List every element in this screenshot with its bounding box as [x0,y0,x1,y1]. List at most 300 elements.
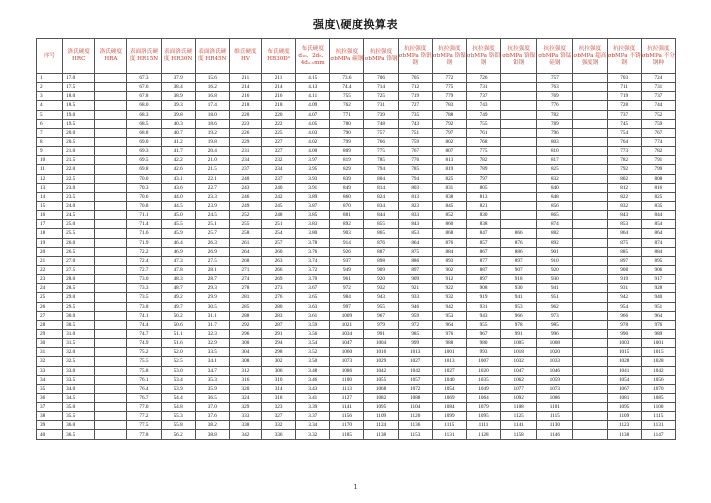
table-cell [95,119,127,128]
table-cell: 1003 [607,339,641,348]
table-cell: 886 [398,256,432,265]
table-cell: 993 [466,348,500,357]
column-header: 序号 [37,39,63,74]
table-cell [573,165,607,174]
table-cell: 972 [398,320,432,329]
table-cell: 74.1 [127,311,161,320]
table-cell: 1008 [537,339,573,348]
table-cell: 3.65 [296,293,330,302]
table-cell: 749 [466,110,500,119]
table-cell: 771 [330,110,364,119]
table-cell: 854 [641,220,675,229]
table-row [37,320,676,329]
table-cell: 748 [364,119,398,128]
table-header [37,39,676,74]
table-cell: 1001 [641,339,675,348]
table-cell: 28.5 [63,284,95,293]
table-cell: 774 [641,137,675,146]
table-cell: 991 [364,329,398,338]
table-row [37,174,676,183]
table-cell: 43.1 [161,174,195,183]
table-cell: 55.3 [161,412,195,421]
table-cell: 26.9 [195,247,229,256]
column-header: 抗拉强度 σbMPa 铬钼钢 [466,39,500,74]
table-cell: 813 [466,192,500,201]
table-cell [95,110,127,119]
table-cell: 799 [641,165,675,174]
table-cell: 932 [432,293,466,302]
table-cell: 77.8 [127,430,161,439]
table-cell: 21 [37,256,63,265]
table-cell [95,101,127,110]
table-cell [501,110,537,119]
table-cell: 943 [364,293,398,302]
table-cell: 819 [432,165,466,174]
table-cell: 4.09 [296,101,330,110]
table-cell [573,183,607,192]
table-cell [95,265,127,274]
table-cell: 1088 [398,393,432,402]
table-cell: 35 [37,384,63,393]
table-cell: 21.0 [195,156,229,165]
table-cell: 909 [398,275,432,284]
table-cell: 782 [537,110,573,119]
table-cell: 32.5 [63,357,95,366]
table-cell [573,302,607,311]
table-cell: 706 [364,74,398,83]
table-cell [95,284,127,293]
table-cell [573,412,607,421]
table-cell [573,110,607,119]
table-cell [573,101,607,110]
table-cell: 865 [537,211,573,220]
table-cell: 881 [330,211,364,220]
table-cell: 838 [432,192,466,201]
table-cell: 69.8 [127,165,161,174]
table-cell: 31.0 [63,329,95,338]
table-row [37,238,676,247]
table-cell: 1059 [537,375,573,384]
table-cell: 71.4 [127,220,161,229]
table-cell: 726 [466,74,500,83]
table-cell [95,421,127,430]
table-cell: 25.5 [63,229,95,238]
table-cell: 932 [364,284,398,293]
table-cell: 739 [364,110,398,119]
table-cell: 782 [641,147,675,156]
table-cell: 930 [537,275,573,284]
table-cell: 336 [262,430,296,439]
table-cell: 769 [537,92,573,101]
table-cell: 35.0 [63,403,95,412]
table-cell: 966 [501,311,537,320]
table-cell: 1035 [466,375,500,384]
table-cell: 792 [432,119,466,128]
table-cell: 825 [432,174,466,183]
table-cell: 251 [262,220,296,229]
table-cell: 829 [330,165,364,174]
table-cell: 21.5 [63,156,95,165]
table-row [37,339,676,348]
table-cell: 898 [364,256,398,265]
table-cell [95,275,127,284]
table-cell: 49.2 [161,293,195,302]
table-row [37,137,676,146]
table-cell: 3.52 [296,348,330,357]
table-cell: 32.0 [63,348,95,357]
table-cell: 1020 [537,348,573,357]
table-cell: 942 [607,293,641,302]
table-cell: 257 [262,238,296,247]
table-cell [573,339,607,348]
table-cell: 886 [501,247,537,256]
table-cell: 885 [607,247,641,256]
table-cell: 21.5 [195,165,229,174]
table-cell: 807 [432,147,466,156]
table-cell: 866 [501,229,537,238]
table-cell: 755 [330,92,364,101]
table-cell: 1042 [641,366,675,375]
table-cell [95,311,127,320]
table-cell [95,183,127,192]
table-cell: 719 [607,92,641,101]
table-cell: 751 [398,128,432,137]
table-cell: 22.1 [195,174,229,183]
table-cell: 227 [262,147,296,156]
table-cell: 218 [262,101,296,110]
table-cell: 876 [364,238,398,247]
table-cell: 903 [330,229,364,238]
table-cell: 897 [466,275,500,284]
table-cell [95,412,127,421]
header-row [37,39,676,74]
table-cell: 953 [501,302,537,311]
table-cell: 3.48 [296,366,330,375]
table-cell: 930 [501,284,537,293]
table-cell: 73.5 [127,293,161,302]
table-cell: 1042 [398,366,432,375]
table-cell: 775 [466,147,500,156]
table-cell: 737 [607,110,641,119]
table-cell: 757 [537,74,573,83]
column-header: 洛氏硬度 HRA [95,39,127,74]
table-cell: 789 [537,119,573,128]
table-row [37,357,676,366]
table-cell: 33.5 [195,348,229,357]
table-cell: 35.9 [195,384,229,393]
table-cell: 942 [432,302,466,311]
table-cell: 875 [398,247,432,256]
table-cell: 1123 [607,421,641,430]
table-cell: 962 [537,302,573,311]
table-cell: 3.37 [296,412,330,421]
table-cell [501,174,537,183]
table-cell: 1054 [432,384,466,393]
table-cell [95,74,127,83]
table-row [37,311,676,320]
table-cell: 22.0 [63,165,95,174]
table-cell: 884 [432,247,466,256]
table-cell: 812 [607,183,641,192]
table-cell: 1073 [330,357,364,366]
table-cell: 1115 [432,421,466,430]
table-cell: 258 [229,229,261,238]
table-cell: 1120 [398,412,432,421]
table-cell: 38.8 [195,430,229,439]
table-cell: 725 [364,92,398,101]
table-cell: 42.2 [161,156,195,165]
table-cell: 907 [501,265,537,274]
table-cell: 843 [398,220,432,229]
table-cell: 972 [330,284,364,293]
table-cell: 16.2 [195,83,229,92]
table-cell: 1130 [537,421,573,430]
table-cell: 1047 [330,339,364,348]
table-cell: 955 [364,302,398,311]
table-cell [501,165,537,174]
table-cell: 30.5 [63,320,95,329]
table-cell: 892 [330,220,364,229]
table-cell: 825 [537,165,573,174]
table-row [37,211,676,220]
table-cell: 20 [37,247,63,256]
table-cell: 1113 [330,384,364,393]
table-cell: 1109 [607,412,641,421]
table-cell [573,201,607,210]
table-cell: 810 [537,147,573,156]
table-cell: 3.54 [296,339,330,348]
table-row [37,275,676,284]
table-cell: 864 [607,229,641,238]
table-cell: 32.9 [195,339,229,348]
table-cell: 268 [229,256,261,265]
table-cell: 36.0 [63,421,95,430]
table-cell: 28.1 [195,265,229,274]
table-cell: 47.8 [161,265,195,274]
table-cell: 292 [229,320,261,329]
table-row [37,128,676,137]
table-cell: 860 [432,220,466,229]
table-cell: 737 [641,92,675,101]
table-cell: 797 [466,174,500,183]
table-cell: 1073 [537,384,573,393]
table-cell: 36.5 [195,393,229,402]
table-cell: 1138 [364,430,398,439]
table-cell: 22 [37,265,63,274]
table-cell [95,174,127,183]
table-cell: 917 [641,275,675,284]
table-cell: 312 [229,366,261,375]
table-row [37,403,676,412]
table-cell [573,192,607,201]
table-cell: 18.0 [195,110,229,119]
table-cell: 1158 [501,430,537,439]
table-cell: 1156 [330,412,364,421]
table-cell: 785 [364,156,398,165]
table-cell: 53.4 [161,375,195,384]
table-cell: 69.3 [127,147,161,156]
table-cell: 985 [398,329,432,338]
table-cell: 69.0 [127,137,161,146]
table-cell: 27 [37,311,63,320]
table-cell: 3.91 [296,183,330,192]
table-cell: 38 [37,412,63,421]
table-cell: 791 [641,156,675,165]
table-cell: 24.5 [195,211,229,220]
table-cell [573,421,607,430]
table-cell: 788 [432,110,466,119]
table-cell: 830 [466,211,500,220]
table-cell: 1131 [432,430,466,439]
table-cell: 14 [37,192,63,201]
table-cell: 1095 [364,403,398,412]
table-cell: 296 [229,329,261,338]
table-cell: 954 [607,302,641,311]
table-cell: 3.46 [296,375,330,384]
table-cell: 920 [537,265,573,274]
table-cell: 28.0 [63,275,95,284]
table-cell: 832 [537,174,573,183]
table-cell: 1068 [364,384,398,393]
table-cell: 25 [37,293,63,302]
table-cell: 222 [262,119,296,128]
table-cell: 901 [537,247,573,256]
table-cell: 705 [398,74,432,83]
table-row [37,256,676,265]
table-cell: 864 [641,229,675,238]
table-cell: 794 [364,165,398,174]
table-cell: 31 [37,348,63,357]
table-cell: 269 [262,275,296,284]
table-cell: 892 [537,238,573,247]
table-cell: 54.8 [161,403,195,412]
table-cell: 24 [37,284,63,293]
table-cell: 68.5 [127,119,161,128]
table-cell [95,430,127,439]
table-cell: 31.5 [63,339,95,348]
table-cell: 844 [364,211,398,220]
table-cell: 252 [229,211,261,220]
table-cell [573,119,607,128]
table-cell [95,83,127,92]
table-cell: 24.0 [63,201,95,210]
table-cell: 3.87 [296,201,330,210]
table-cell: 4.15 [296,74,330,83]
table-cell [573,311,607,320]
table-cell: 1005 [501,339,537,348]
table-cell: 731 [466,83,500,92]
table-row [37,192,676,201]
table-cell: 47.3 [161,256,195,265]
column-header: 维氏硬度 HV [229,39,261,74]
table-cell: 816 [641,183,675,192]
table-cell: 1032 [501,357,537,366]
table-cell: 1108 [501,403,537,412]
table-row [37,110,676,119]
table-cell [95,92,127,101]
table-cell: 7 [37,128,63,137]
table-cell: 27.5 [63,265,95,274]
table-cell [573,174,607,183]
table-cell: 68.3 [127,110,161,119]
table-cell: 802 [432,137,466,146]
table-cell: 25.7 [195,229,229,238]
table-cell: 1057 [398,375,432,384]
table-cell: 44.5 [161,201,195,210]
table-cell: 967 [364,311,398,320]
table-cell: 30.5 [195,302,229,311]
table-cell: 294 [262,339,296,348]
table-cell: 30.0 [63,311,95,320]
table-cell: 50.6 [161,320,195,329]
table-row [37,147,676,156]
table-cell: 26.5 [63,247,95,256]
table-cell: 240 [262,183,296,192]
table-cell: 1127 [330,393,364,402]
table-cell: 35.5 [63,412,95,421]
table-cell: 1111 [466,421,500,430]
table-cell: 1092 [501,393,537,402]
table-cell: 908 [607,265,641,274]
table-cell: 15 [37,201,63,210]
table-cell: 51.6 [161,339,195,348]
table-cell: 329 [229,403,261,412]
table-cell: 75.5 [127,357,161,366]
table-body [37,74,676,440]
table-cell: 719 [398,92,432,101]
table-cell: 232 [262,156,296,165]
table-cell: 931 [466,302,500,311]
table-cell: 1001 [432,348,466,357]
table-row [37,101,676,110]
table-cell: 34.5 [63,393,95,402]
table-cell [573,366,607,375]
table-cell: 813 [398,192,432,201]
table-cell: 1128 [466,430,500,439]
column-header: 抗拉强度 σbMPa 铬镍钢 [432,39,466,74]
table-cell: 291 [262,329,296,338]
table-cell: 4.13 [296,83,330,92]
table-cell: 775 [364,147,398,156]
table-cell: 1028 [641,357,675,366]
table-cell: 48.3 [161,275,195,284]
table-cell: 964 [432,320,466,329]
table-cell: 961 [330,275,364,284]
table-cell: 876 [432,238,466,247]
table-cell: 211 [229,74,261,83]
table-cell [95,329,127,338]
table-cell: 856 [537,201,573,210]
table-cell: 877 [466,256,500,265]
table-cell: 225 [262,128,296,137]
table-cell: 766 [364,137,398,146]
table-cell [501,201,537,210]
table-cell: 38.4 [161,83,195,92]
table-cell: 797 [432,128,466,137]
table-cell: 790 [330,128,364,137]
table-cell: 817 [537,156,573,165]
table-row [37,92,676,101]
table-cell: 2 [37,83,63,92]
table-cell [573,384,607,393]
table-cell: 26 [37,302,63,311]
table-cell: 280 [262,302,296,311]
table-cell: 990 [607,329,641,338]
table-cell: 1020 [466,366,500,375]
table-cell: 249 [229,201,261,210]
table-cell: 731 [641,83,675,92]
table-cell: 1185 [330,430,364,439]
